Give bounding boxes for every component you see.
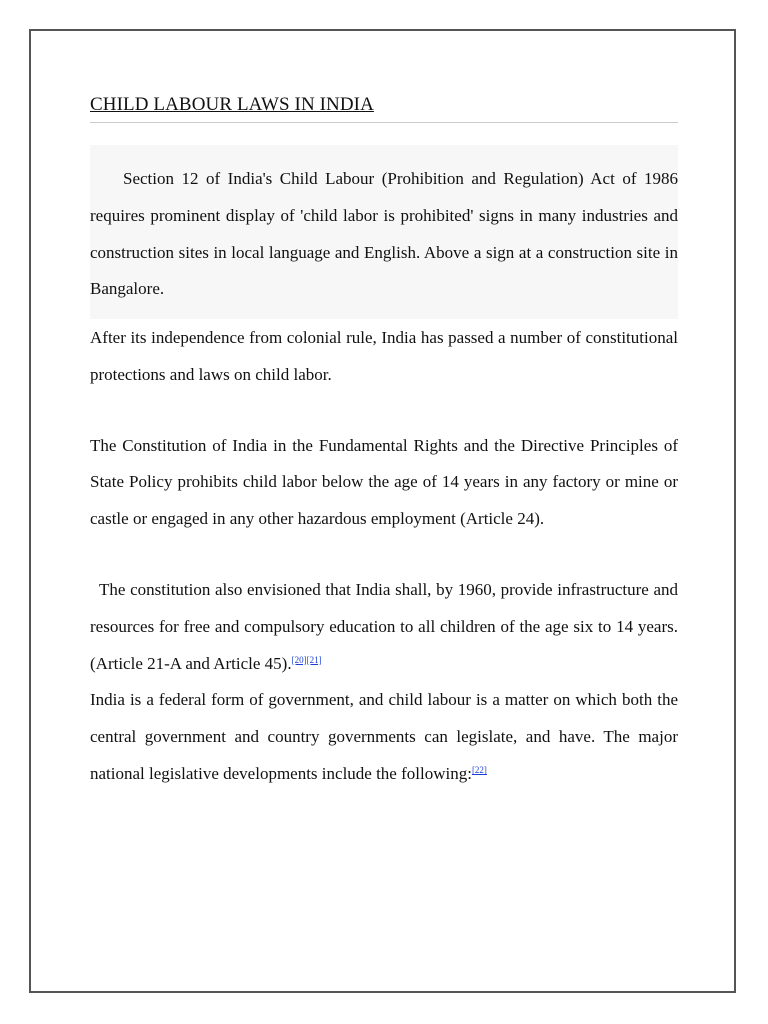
image-caption: Section 12 of India's Child Labour (Prohibition and Regulation) Act of 1986 requires prominent display of 'child labor is prohibited' signs in many industries and construction sites in local language and English. Above a sign at a construction site in Bangalore.	[90, 169, 678, 299]
paragraph-independence: After its independence from colonial rule, India has passed a number of constitutional protections and laws on child labor.	[90, 328, 678, 384]
document-heading: CHILD LABOUR LAWS IN INDIA	[90, 92, 678, 123]
document-body	[90, 92, 678, 793]
paragraph-federal	[90, 682, 678, 792]
image-caption-box	[90, 145, 678, 319]
paragraph-education-text: The constitution also envisioned that India shall, by 1960, provide infrastructure and resources for free and compulsory education to all children of the age six to 14 years. (Article 21-A and Article 45).	[90, 579, 678, 673]
citation-link-20[interactable]: [20]	[291, 654, 307, 665]
paragraph-constitution: The Constitution of India in the Fundamental Rights and the Directive Principles of State Policy prohibits child labor below the age of 14 years in any factory or mine or castle or engaged in any other hazardous employment (Article 24).	[90, 435, 678, 529]
citation-link-22[interactable]: [22]	[471, 764, 487, 775]
paragraph-education	[90, 572, 678, 682]
citation-refs-20-21	[292, 655, 322, 665]
citation-link-21[interactable]: [21]	[306, 654, 322, 665]
citation-refs-22	[472, 765, 487, 775]
paragraph-federal-text: India is a federal form of government, and child labour is a matter on which both the central government and country governments can legislate, and have. The major national legislative developments include the following:	[90, 690, 678, 783]
